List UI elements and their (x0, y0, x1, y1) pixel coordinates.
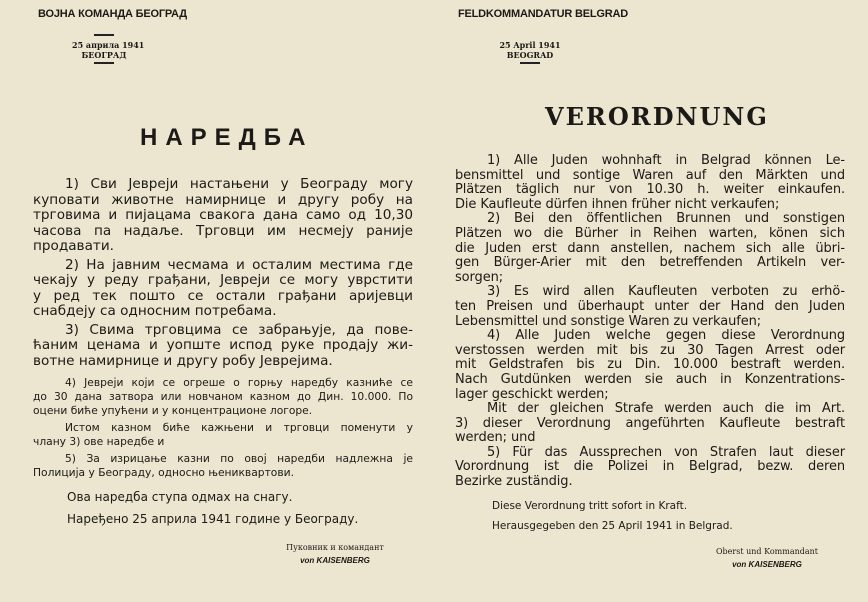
serbian-place: БЕОГРАД (81, 50, 127, 60)
text-line: verstossen werden mit bis zu 30 Tagen Arrest oder (455, 342, 845, 358)
divider (520, 62, 540, 64)
text-line: lager geschickt werden; (455, 386, 609, 402)
text-line: вотне намирнице и другу робу Јеврејима. (33, 352, 333, 369)
serbian-issued: Наређено 25 априла 1941 године у Београду. (67, 512, 359, 526)
text-line: 1) Сви Јевреји настањени у Београду могу (65, 176, 413, 192)
text-line: ћаним ценама и уопште испод руке продају жи- (33, 337, 413, 353)
german-title: VERORDNUNG (545, 102, 769, 131)
text-line: 3) dieser Verordnung angeführten Kaufleute bestraft (455, 415, 845, 431)
signature-title: Oberst und Kommandant (716, 547, 818, 556)
text-line: Lebensmittel und sonstige Waren zu verkaufen; (455, 313, 762, 329)
text-line: Vorordnung ist die Polizei in Belgrad, bezw. deren (455, 459, 845, 475)
serbian-title: НАРЕДБА (140, 124, 314, 151)
serbian-penalty-paragraphs (33, 376, 413, 480)
text-line: 5) Für das Aussprechen von Strafen laut dieser (487, 444, 845, 460)
serbian-in-force: Ова наредба ступа одмах на снагу. (67, 490, 293, 504)
text-line: Die Kaufleute dürfen ihnen früher nicht verkaufen; (455, 196, 780, 212)
text-line: 3) Свима трговцима се забрањује, да пове- (65, 321, 413, 338)
text-line: 2) Bei den öffentlichen Brunnen und sonstigen (487, 211, 845, 227)
signature-title: Пуковник и командант (286, 543, 384, 552)
signature-name: von KAISENBERG (732, 560, 802, 569)
text-line: Полиција у Београду, односно њениквартови. (33, 466, 294, 479)
text-line: 4) Јевреји који се огреше о горњу наредбу казниће се (65, 376, 413, 389)
text-line: Bezirke zuständig. (455, 474, 573, 490)
german-date: 25 April 1941 (499, 40, 561, 50)
divider (94, 34, 114, 36)
text-line: куповати животне намирнице и другу робу на (33, 191, 413, 208)
text-line: bensmittel und sontige Waren auf den Märkten und (455, 167, 845, 183)
text-line: снабдеју са односним потребама. (33, 303, 277, 319)
text-line: у ред тек пошто се остали грађани аријевци (33, 287, 413, 304)
text-line: Plätzen täglich nur von 10.30 h. weiter einkaufen. (455, 182, 845, 198)
text-line: die Juden erst dann anstellen, nachem sich alle übri- (455, 240, 845, 256)
text-line: gen Bürger-Arier mit den betreffenden Artikeln ver- (455, 255, 845, 271)
german-paragraphs (455, 154, 845, 490)
text-line: 3) Es wird allen Kaufleuten verboten zu erhö- (487, 284, 845, 300)
text-line: mit Geldstrafen bis zu Din. 10.000 bestraft werden. (455, 357, 845, 373)
serbian-date-block (72, 38, 145, 66)
signature-name: von KAISENBERG (300, 556, 370, 565)
german-authority: FELDKOMMANDATUR BELGRAD (458, 8, 628, 20)
text-line: до 30 дана затвора или новчаном казном до Дин. 10.000. По (33, 390, 413, 403)
german-signature (712, 547, 822, 569)
text-line: Mit der gleichen Strafe werden auch die im Art. (487, 401, 845, 417)
german-date-block (498, 40, 562, 66)
text-line: werden; und (455, 430, 536, 446)
text-line: Истом казном биће кажњени и трговци поменути у (65, 421, 413, 434)
text-line: трговима и пијацама свакога дана само од 10,30 (33, 207, 413, 223)
serbian-authority: ВОЈНА КОМАНДА БЕОГРАД (38, 8, 187, 20)
text-line: чекају у реду грађани, Јевреји се могу уврстити (33, 272, 413, 288)
divider (94, 62, 114, 64)
text-line: 2) На јавним чесмама и осталим местима где (65, 256, 413, 273)
serbian-signature (280, 543, 390, 565)
text-line: 1) Alle Juden wohnhaft in Belgrad können Le- (487, 153, 845, 168)
text-line: члану 3) ове наредбе и (33, 435, 165, 448)
text-line: ten Preisen und überhaupt unter der Hand den Juden (455, 298, 845, 314)
text-line: sorgen; (455, 269, 504, 285)
german-issued: Herausgegeben den 25 April 1941 in Belgrad. (492, 520, 733, 532)
text-line: продавати. (33, 238, 114, 254)
text-line: Plätzen wo die Bürher in Reihen warten, könen sich (455, 225, 845, 241)
text-line: Nach Gutdünken werden sie auch in Konzentrations- (455, 371, 845, 387)
text-line: 4) Alle Juden welche gegen diese Verordnung (487, 328, 845, 344)
serbian-date: 25 априла 1941 (72, 40, 145, 50)
text-line: оцени биће упућени и у концентрационе логоре. (33, 404, 313, 417)
text-line: часова па надаље. Трговци им несмеју раније (33, 222, 413, 239)
german-place: BEOGRAD (506, 50, 554, 60)
serbian-main-paragraphs (33, 177, 413, 369)
german-in-force: Diese Verordnung tritt sofort in Kraft. (492, 500, 688, 512)
text-line: 5) За изрицање казни по овој наредби надлежна је (65, 452, 413, 465)
